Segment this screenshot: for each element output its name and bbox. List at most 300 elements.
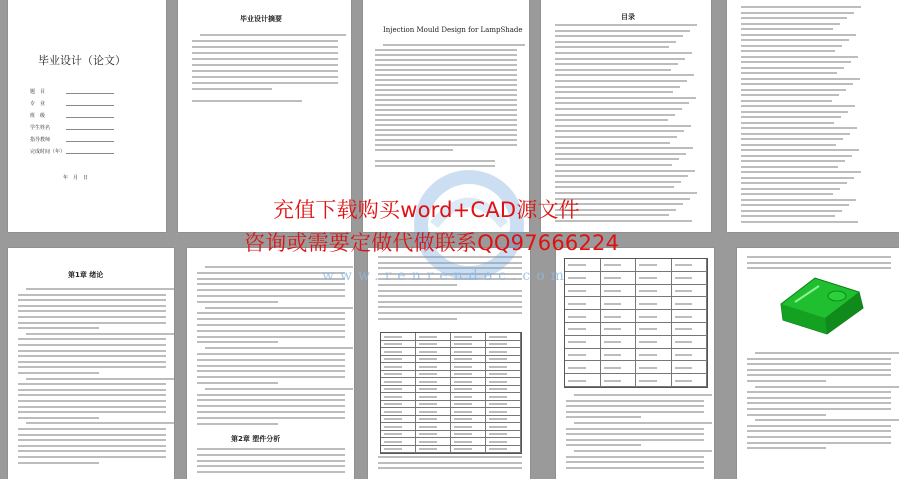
text-line xyxy=(197,301,278,303)
text-line xyxy=(741,149,859,151)
table-cell xyxy=(451,423,486,431)
text-line xyxy=(741,45,842,47)
text-line xyxy=(555,108,682,110)
text-line xyxy=(18,389,166,391)
table-cell xyxy=(601,361,637,374)
text-line xyxy=(26,422,174,424)
table-cell xyxy=(565,272,601,285)
text-line xyxy=(555,114,675,116)
text-line xyxy=(18,439,166,441)
text-line xyxy=(741,105,855,107)
table-cell xyxy=(416,423,451,431)
text-line xyxy=(18,462,99,464)
text-line xyxy=(555,41,676,43)
text-line xyxy=(192,88,272,90)
data-table-2 xyxy=(564,258,708,388)
table-cell xyxy=(381,371,416,379)
text-line xyxy=(375,69,517,71)
text-line xyxy=(555,164,672,166)
text-line xyxy=(192,82,338,84)
page-toc-2 xyxy=(727,0,899,232)
table-cell xyxy=(486,378,521,386)
text-line xyxy=(747,430,891,432)
text-line xyxy=(192,40,338,42)
text-line xyxy=(747,380,826,382)
table-cell xyxy=(486,333,521,341)
text-line xyxy=(747,397,891,399)
text-line xyxy=(555,125,691,127)
text-line xyxy=(18,305,166,307)
table-cell xyxy=(636,285,672,298)
table-cell xyxy=(486,363,521,371)
table-cell xyxy=(381,431,416,439)
table-cell xyxy=(672,310,708,323)
table-cell xyxy=(451,446,486,454)
text-line xyxy=(375,89,517,91)
text-line xyxy=(555,147,693,149)
text-line xyxy=(18,434,166,436)
table-cell xyxy=(451,348,486,356)
text-line xyxy=(741,34,856,36)
text-line xyxy=(375,134,517,136)
text-line xyxy=(741,215,835,217)
text-line xyxy=(747,363,891,365)
table-cell xyxy=(416,371,451,379)
table-cell xyxy=(636,374,672,387)
chapter2-title: 第2章 塑件分析 xyxy=(231,435,281,443)
text-line xyxy=(197,365,345,367)
table-cell xyxy=(451,438,486,446)
text-line xyxy=(375,54,517,56)
text-line xyxy=(747,436,891,438)
text-line xyxy=(197,370,345,372)
table-cell xyxy=(672,374,708,387)
text-line xyxy=(205,347,353,349)
text-line xyxy=(555,153,686,155)
text-line xyxy=(18,322,166,324)
text-line xyxy=(18,456,166,458)
text-line xyxy=(378,284,457,286)
text-line xyxy=(747,442,891,444)
text-line xyxy=(18,327,99,329)
text-line xyxy=(555,86,680,88)
text-line xyxy=(378,295,522,297)
text-line xyxy=(18,400,166,402)
text-line xyxy=(197,399,345,401)
table-cell xyxy=(601,297,637,310)
table-cell xyxy=(601,259,637,272)
watermark-line-2: 咨询或需要定做代做联系QQ97666224 xyxy=(244,231,620,255)
text-line xyxy=(741,100,832,102)
text-line xyxy=(555,46,669,48)
text-line xyxy=(26,288,174,290)
text-line xyxy=(741,67,844,69)
table-cell xyxy=(636,310,672,323)
text-line xyxy=(555,186,674,188)
table-cell xyxy=(381,333,416,341)
table-cell xyxy=(451,401,486,409)
text-line xyxy=(555,142,670,144)
table-cell xyxy=(381,438,416,446)
text-line xyxy=(741,160,845,162)
text-line xyxy=(555,30,690,32)
text-line xyxy=(375,84,517,86)
text-line xyxy=(18,450,166,452)
text-line xyxy=(26,378,174,380)
table-cell xyxy=(451,341,486,349)
text-line xyxy=(747,425,891,427)
text-line xyxy=(192,100,302,102)
table-cell xyxy=(672,361,708,374)
text-line xyxy=(197,341,278,343)
text-line xyxy=(741,72,837,74)
text-line xyxy=(741,138,843,140)
text-line xyxy=(747,408,891,410)
abstract-en-title: Injection Mould Design for LampShade xyxy=(383,26,523,34)
cover-title: 毕业设计（论文） xyxy=(38,54,126,67)
table-cell xyxy=(486,423,521,431)
cover-field: 专 业 xyxy=(30,101,46,107)
text-line xyxy=(555,63,678,65)
text-line xyxy=(741,144,836,146)
text-line xyxy=(741,61,851,63)
text-line xyxy=(741,39,849,41)
text-line xyxy=(555,91,673,93)
table-cell xyxy=(381,348,416,356)
text-line xyxy=(555,24,697,26)
text-line xyxy=(555,69,671,71)
text-line xyxy=(18,299,166,301)
table-cell xyxy=(451,363,486,371)
table-cell xyxy=(636,272,672,285)
text-line xyxy=(18,383,166,385)
watermark-url: www.renrendoc.com xyxy=(322,268,570,284)
table-cell xyxy=(381,408,416,416)
table-cell xyxy=(565,361,601,374)
table-cell xyxy=(601,323,637,336)
text-line xyxy=(566,444,641,446)
table-cell xyxy=(486,431,521,439)
table-cell xyxy=(672,336,708,349)
text-line xyxy=(747,358,891,360)
table-cell xyxy=(451,386,486,394)
text-line xyxy=(375,104,517,106)
table-cell xyxy=(565,323,601,336)
table-cell xyxy=(565,310,601,323)
text-line xyxy=(566,416,641,418)
text-line xyxy=(555,119,668,121)
table-cell xyxy=(416,401,451,409)
text-line xyxy=(566,461,704,463)
text-line xyxy=(566,433,704,435)
text-line xyxy=(18,417,99,419)
page-chapter1 xyxy=(8,248,174,479)
text-line xyxy=(375,59,517,61)
table-cell xyxy=(451,371,486,379)
table-cell xyxy=(601,336,637,349)
table-cell xyxy=(636,349,672,362)
text-line xyxy=(741,56,858,58)
table-cell xyxy=(636,323,672,336)
text-line xyxy=(555,181,681,183)
table-cell xyxy=(416,363,451,371)
text-line xyxy=(375,149,453,151)
text-line xyxy=(555,74,694,76)
text-line xyxy=(574,394,712,396)
text-line xyxy=(192,58,338,60)
table-cell xyxy=(416,431,451,439)
text-line xyxy=(18,428,166,430)
text-line xyxy=(741,204,849,206)
text-line xyxy=(205,388,353,390)
text-line xyxy=(375,144,517,146)
table-cell xyxy=(416,416,451,424)
text-line xyxy=(197,454,345,456)
text-line xyxy=(566,439,704,441)
text-line xyxy=(747,256,891,258)
watermark-line-1: 充值下载购买word+CAD源文件 xyxy=(273,198,580,222)
text-line xyxy=(197,417,345,419)
table-cell xyxy=(381,386,416,394)
table-cell xyxy=(565,297,601,310)
text-line xyxy=(197,318,345,320)
table-cell xyxy=(486,401,521,409)
text-line xyxy=(375,64,517,66)
text-line xyxy=(574,422,712,424)
text-line xyxy=(18,350,166,352)
text-line xyxy=(378,312,522,314)
table-cell xyxy=(672,272,708,285)
text-line xyxy=(566,400,704,402)
table-cell xyxy=(416,341,451,349)
text-line xyxy=(555,97,696,99)
text-line xyxy=(741,127,857,129)
table-cell xyxy=(672,323,708,336)
table-cell xyxy=(636,297,672,310)
text-line xyxy=(741,83,853,85)
text-line xyxy=(566,405,704,407)
table-cell xyxy=(381,378,416,386)
text-line xyxy=(747,414,826,416)
text-line xyxy=(741,111,848,113)
text-line xyxy=(26,333,174,335)
text-line xyxy=(197,376,345,378)
table-cell xyxy=(416,333,451,341)
text-line xyxy=(741,177,854,179)
table-cell xyxy=(416,446,451,454)
text-line xyxy=(755,419,899,421)
table-cell xyxy=(416,438,451,446)
table-cell xyxy=(486,393,521,401)
toc-title: 目录 xyxy=(621,13,635,21)
text-line xyxy=(197,411,345,413)
text-line xyxy=(741,155,852,157)
data-table xyxy=(380,332,522,454)
table-cell xyxy=(565,259,601,272)
part-3d-image xyxy=(775,274,867,338)
text-line xyxy=(18,445,166,447)
text-line xyxy=(197,336,345,338)
table-cell xyxy=(486,416,521,424)
table-cell xyxy=(486,371,521,379)
table-cell xyxy=(672,349,708,362)
text-line xyxy=(197,324,345,326)
table-cell xyxy=(451,333,486,341)
text-line xyxy=(378,456,522,458)
text-line xyxy=(566,456,704,458)
text-line xyxy=(741,133,850,135)
text-line xyxy=(18,294,166,296)
page-part-image xyxy=(737,248,899,479)
text-line xyxy=(197,359,345,361)
text-line xyxy=(18,406,166,408)
cover-field: 题 目 xyxy=(30,89,46,95)
table-cell xyxy=(451,416,486,424)
text-line xyxy=(741,50,835,52)
page-cover xyxy=(8,0,166,232)
text-line xyxy=(555,80,687,82)
table-cell xyxy=(416,348,451,356)
text-line xyxy=(741,188,840,190)
page-table-2 xyxy=(556,248,714,479)
text-line xyxy=(741,94,839,96)
table-cell xyxy=(416,378,451,386)
text-line xyxy=(18,394,166,396)
text-line xyxy=(197,423,278,425)
text-line xyxy=(192,46,338,48)
text-line xyxy=(747,447,826,449)
text-line xyxy=(375,160,495,162)
text-line xyxy=(375,165,495,167)
text-line xyxy=(197,295,345,297)
text-line xyxy=(555,35,683,37)
text-line xyxy=(18,361,166,363)
text-line xyxy=(383,44,525,46)
table-cell xyxy=(565,349,601,362)
text-line xyxy=(197,460,345,462)
text-line xyxy=(741,199,856,201)
text-line xyxy=(741,6,861,8)
table-cell xyxy=(672,297,708,310)
text-line xyxy=(555,170,695,172)
text-line xyxy=(18,344,166,346)
text-line xyxy=(192,70,338,72)
table-cell xyxy=(601,349,637,362)
table-cell xyxy=(381,423,416,431)
table-cell xyxy=(636,336,672,349)
table-cell xyxy=(381,341,416,349)
text-line xyxy=(18,310,166,312)
text-line xyxy=(375,79,517,81)
cover-field: 班 级 xyxy=(30,113,46,119)
table-cell xyxy=(486,341,521,349)
text-line xyxy=(747,267,891,269)
text-line xyxy=(375,129,517,131)
table-cell xyxy=(416,386,451,394)
table-cell xyxy=(636,259,672,272)
watermark-logo xyxy=(404,170,534,280)
text-line xyxy=(192,76,338,78)
text-line xyxy=(375,114,517,116)
text-line xyxy=(555,158,679,160)
table-cell xyxy=(601,374,637,387)
text-line xyxy=(741,182,847,184)
table-cell xyxy=(486,348,521,356)
text-line xyxy=(378,306,522,308)
text-line xyxy=(741,28,833,30)
text-line xyxy=(741,17,847,19)
table-cell xyxy=(381,401,416,409)
text-line xyxy=(555,136,677,138)
table-cell xyxy=(451,393,486,401)
text-line xyxy=(375,99,517,101)
text-line xyxy=(555,102,689,104)
text-line xyxy=(197,382,278,384)
text-line xyxy=(741,12,854,14)
text-line xyxy=(18,338,166,340)
table-cell xyxy=(416,408,451,416)
text-line xyxy=(566,428,704,430)
text-line xyxy=(566,411,704,413)
text-line xyxy=(375,49,517,51)
text-line xyxy=(555,58,685,60)
text-line xyxy=(378,467,522,469)
text-line xyxy=(747,262,891,264)
table-cell xyxy=(451,356,486,364)
text-line xyxy=(375,94,517,96)
cover-date: 年 月 日 xyxy=(63,175,89,181)
text-line xyxy=(375,119,517,121)
table-cell xyxy=(565,336,601,349)
text-line xyxy=(197,353,345,355)
table-cell xyxy=(486,408,521,416)
text-line xyxy=(18,411,166,413)
text-line xyxy=(741,89,846,91)
text-line xyxy=(741,122,834,124)
table-cell xyxy=(416,356,451,364)
text-line xyxy=(747,391,891,393)
text-line xyxy=(741,23,840,25)
abstract-title: 毕业设计摘要 xyxy=(240,15,282,23)
text-line xyxy=(741,171,861,173)
text-line xyxy=(741,78,860,80)
text-line xyxy=(197,394,345,396)
text-line xyxy=(741,166,838,168)
table-cell xyxy=(381,356,416,364)
text-line xyxy=(200,34,346,36)
text-line xyxy=(574,450,712,452)
text-line xyxy=(197,330,345,332)
table-cell xyxy=(486,446,521,454)
text-line xyxy=(378,462,522,464)
table-cell xyxy=(451,378,486,386)
text-line xyxy=(566,467,704,469)
text-line xyxy=(375,139,517,141)
text-line xyxy=(197,312,345,314)
table-cell xyxy=(565,374,601,387)
table-cell xyxy=(416,393,451,401)
text-line xyxy=(375,124,517,126)
table-cell xyxy=(672,259,708,272)
text-line xyxy=(197,289,345,291)
text-line xyxy=(197,471,345,473)
cover-field: 学生姓名 xyxy=(30,125,51,131)
table-cell xyxy=(451,431,486,439)
table-cell xyxy=(486,386,521,394)
text-line xyxy=(747,402,891,404)
table-cell xyxy=(451,408,486,416)
table-cell xyxy=(601,272,637,285)
